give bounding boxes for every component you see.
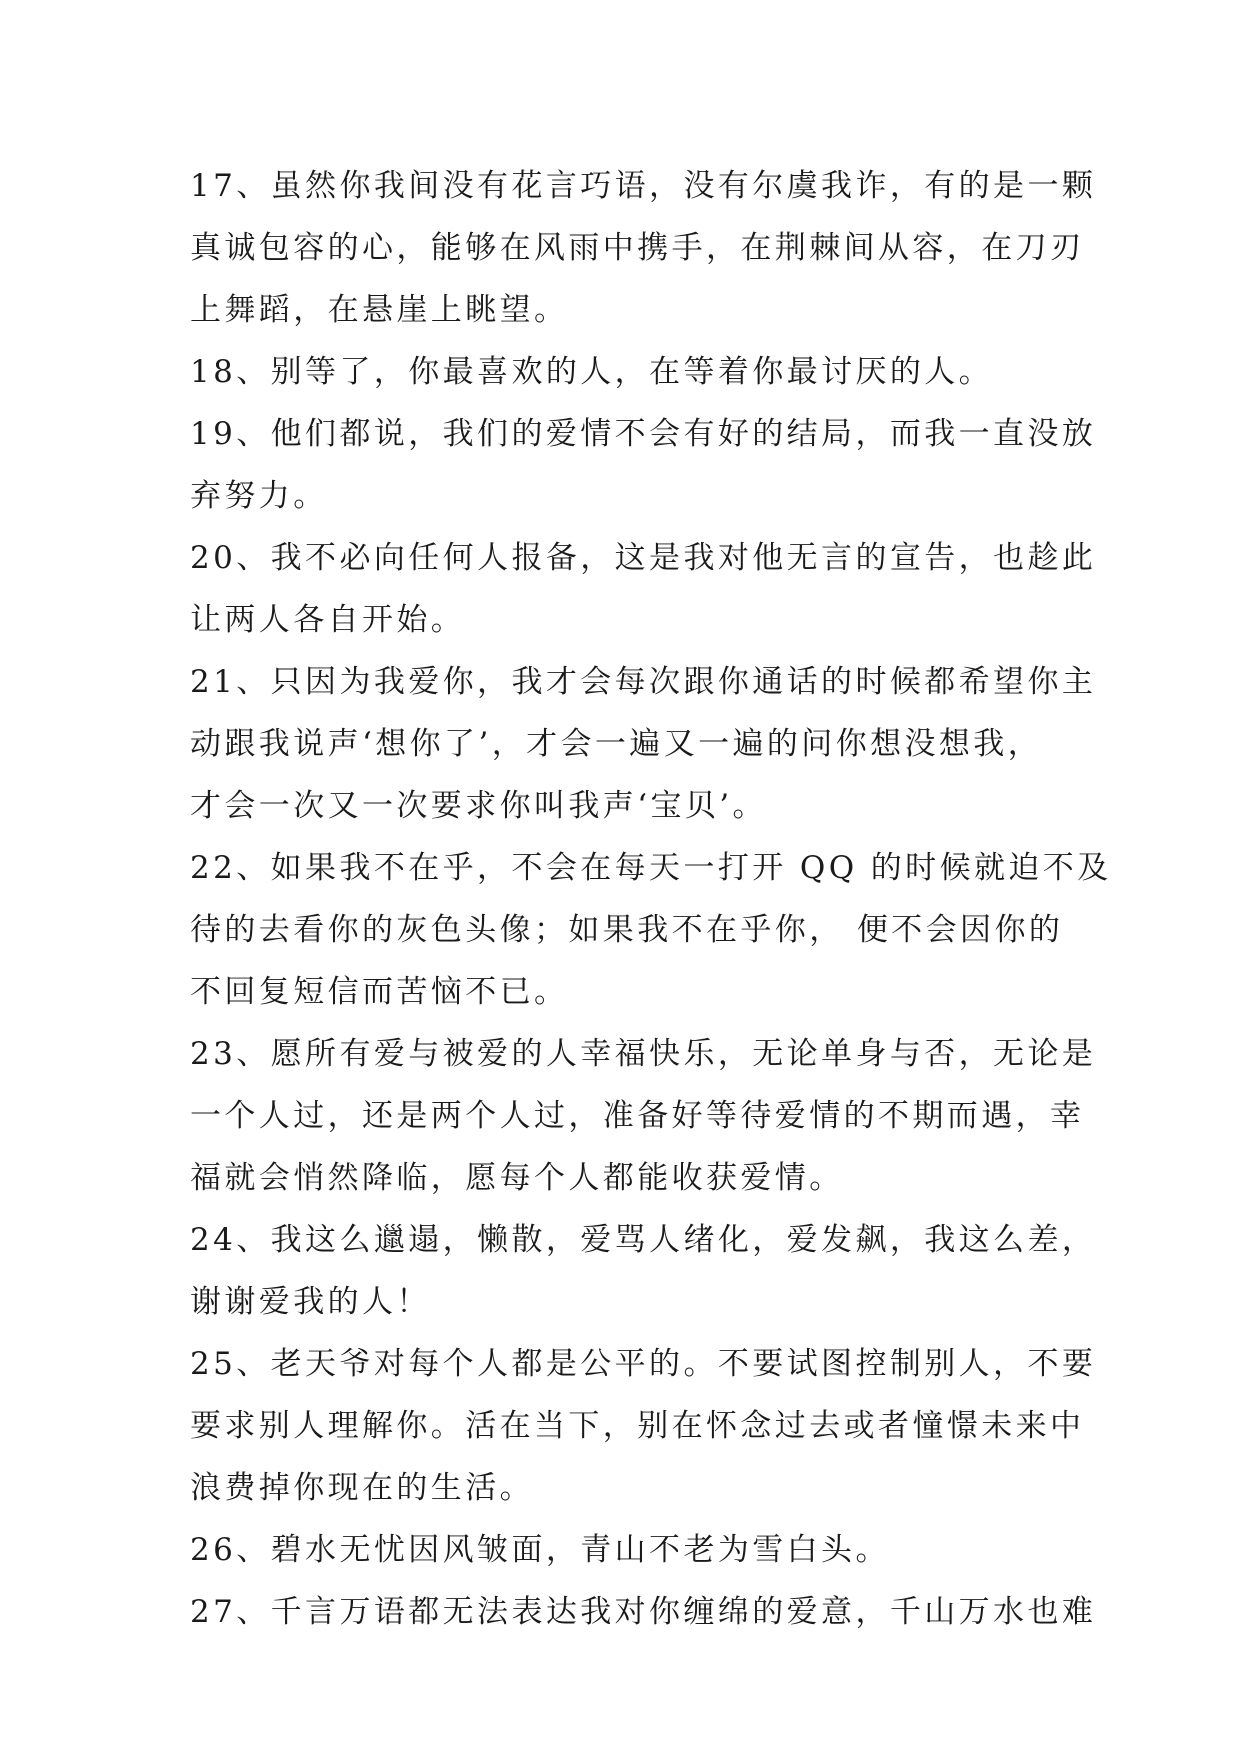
text-line: 要求别人理解你。活在当下，别在怀念过去或者憧憬未来中 (190, 1408, 1085, 1444)
text-line: 20、我不必向任何人报备，这是我对他无言的宣告，也趁此 (190, 540, 1097, 576)
text-line: 才会一次又一次要求你叫我声‘宝贝’。 (190, 788, 767, 824)
text-line: 24、我这么邋遢，懒散，爱骂人绪化，爱发飙，我这么差， (190, 1222, 1097, 1258)
text-line: 一个人过，还是两个人过，准备好等待爱情的不期而遇，幸 (190, 1098, 1085, 1134)
document-body (190, 155, 1112, 1643)
text-line: 26、碧水无忧因风皱面，青山不老为雪白头。 (190, 1532, 890, 1568)
text-line: 17、虽然你我间没有花言巧语，没有尔虞我诈，有的是一颗 (190, 168, 1097, 204)
text-line: 真诚包容的心，能够在风雨中携手，在荆棘间从容，在刀刃 (190, 230, 1085, 266)
text-line: 动跟我说声‘想你了’，才会一遍又一遍的问你想没想我， (190, 726, 1043, 762)
text-line: 19、他们都说，我们的爱情不会有好的结局，而我一直没放 (190, 416, 1097, 452)
text-line: 25、老天爷对每个人都是公平的。不要试图控制别人，不要 (190, 1346, 1097, 1382)
text-line: 21、只因为我爱你，我才会每次跟你通话的时候都希望你主 (190, 664, 1097, 700)
text-line: 弃努力。 (190, 478, 328, 514)
text-line: 待的去看你的灰色头像；如果我不在乎你， 便不会因你的 (190, 912, 1064, 948)
text-line: 让两人各自开始。 (190, 602, 466, 638)
text-line: 22、如果我不在乎，不会在每天一打开 QQ 的时候就迫不及 (190, 850, 1112, 886)
text-line: 27、千言万语都无法表达我对你缠绵的爱意，千山万水也难 (190, 1594, 1097, 1630)
text-line: 福就会悄然降临，愿每个人都能收获爱情。 (190, 1160, 844, 1196)
text-line: 上舞蹈，在悬崖上眺望。 (190, 292, 569, 328)
text-line: 谢谢爱我的人！ (190, 1284, 431, 1320)
text-line: 18、别等了，你最喜欢的人，在等着你最讨厌的人。 (190, 354, 994, 390)
text-line: 23、愿所有爱与被爱的人幸福快乐，无论单身与否，无论是 (190, 1036, 1097, 1072)
text-line: 浪费掉你现在的生活。 (190, 1470, 534, 1506)
text-line: 不回复短信而苦恼不已。 (190, 974, 569, 1010)
